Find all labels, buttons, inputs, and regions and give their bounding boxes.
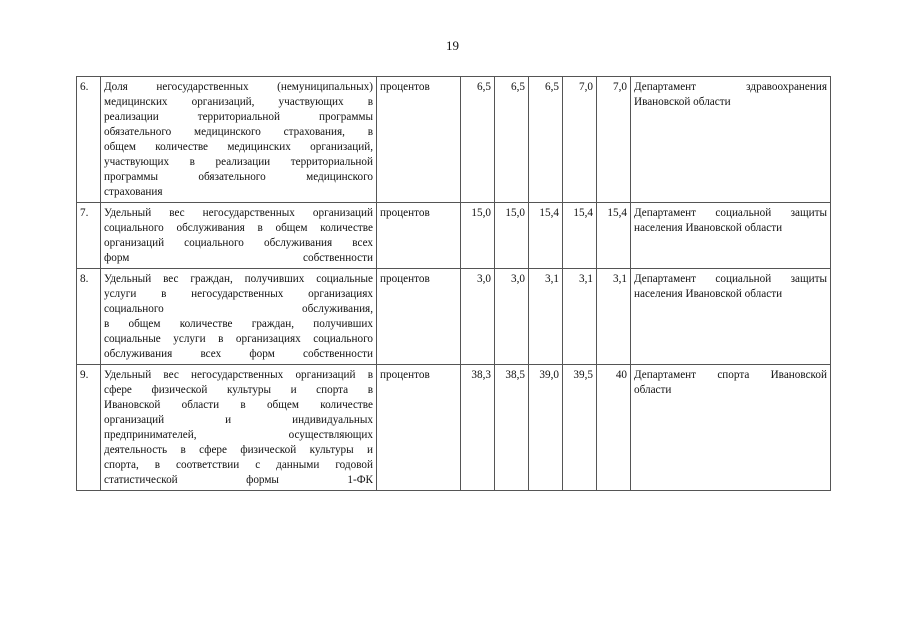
value-cell: 6,5 — [461, 77, 495, 203]
value-cell: 15,4 — [529, 203, 563, 269]
value-cell: 39,0 — [529, 365, 563, 491]
department-cell: Департамент социальной защиты населения Ивановской области — [631, 269, 831, 365]
value-cell: 15,0 — [461, 203, 495, 269]
table-row — [77, 203, 831, 269]
unit-cell: процентов — [377, 77, 461, 203]
department-cell: Департамент здравоохранения Ивановской области — [631, 77, 831, 203]
unit-cell: процентов — [377, 365, 461, 491]
value-cell: 15,4 — [597, 203, 631, 269]
table-row — [77, 269, 831, 365]
indicator-name: Удельный вес граждан, получивших социальные услуги в негосударственных организациях социального обслуживания, в общем количестве граждан, получивших социальные услуги в организациях социального обслуживания всех форм собственности — [101, 269, 377, 365]
indicator-name: Удельный вес негосударственных организаций социального обслуживания в общем количестве организаций социального обслуживания всех форм собственности — [101, 203, 377, 269]
row-number: 8. — [77, 269, 101, 365]
value-cell: 38,5 — [495, 365, 529, 491]
indicators-table — [76, 76, 831, 491]
table-row — [77, 77, 831, 203]
value-cell: 15,0 — [495, 203, 529, 269]
department-cell: Департамент спорта Ивановской области — [631, 365, 831, 491]
value-cell: 7,0 — [597, 77, 631, 203]
value-cell: 6,5 — [529, 77, 563, 203]
unit-cell: процентов — [377, 203, 461, 269]
indicator-name: Доля негосударственных (немуниципальных) медицинских организаций, участвующих в реализации территориальной программы обязательного медицинского страхования, в общем количестве медицинских организаций, участвующих в реализации территориальной программы обязательного медицинского страхования — [101, 77, 377, 203]
row-number: 7. — [77, 203, 101, 269]
table-row — [77, 365, 831, 491]
value-cell: 7,0 — [563, 77, 597, 203]
value-cell: 3,1 — [597, 269, 631, 365]
value-cell: 3,0 — [461, 269, 495, 365]
value-cell: 3,0 — [495, 269, 529, 365]
value-cell: 6,5 — [495, 77, 529, 203]
row-number: 6. — [77, 77, 101, 203]
department-cell: Департамент социальной защиты населения Ивановской области — [631, 203, 831, 269]
value-cell: 15,4 — [563, 203, 597, 269]
value-cell: 3,1 — [529, 269, 563, 365]
value-cell: 40 — [597, 365, 631, 491]
unit-cell: процентов — [377, 269, 461, 365]
row-number: 9. — [77, 365, 101, 491]
indicator-name: Удельный вес негосударственных организаций в сфере физической культуры и спорта в Ивановской области в общем количестве организаций и индивидуальных предпринимателей, осуществляющих деятельность в сфере физической культуры и спорта, в соответствии с данными годовой статистической формы 1-ФК — [101, 365, 377, 491]
value-cell: 39,5 — [563, 365, 597, 491]
page-number: 19 — [446, 38, 459, 53]
value-cell: 3,1 — [563, 269, 597, 365]
value-cell: 38,3 — [461, 365, 495, 491]
